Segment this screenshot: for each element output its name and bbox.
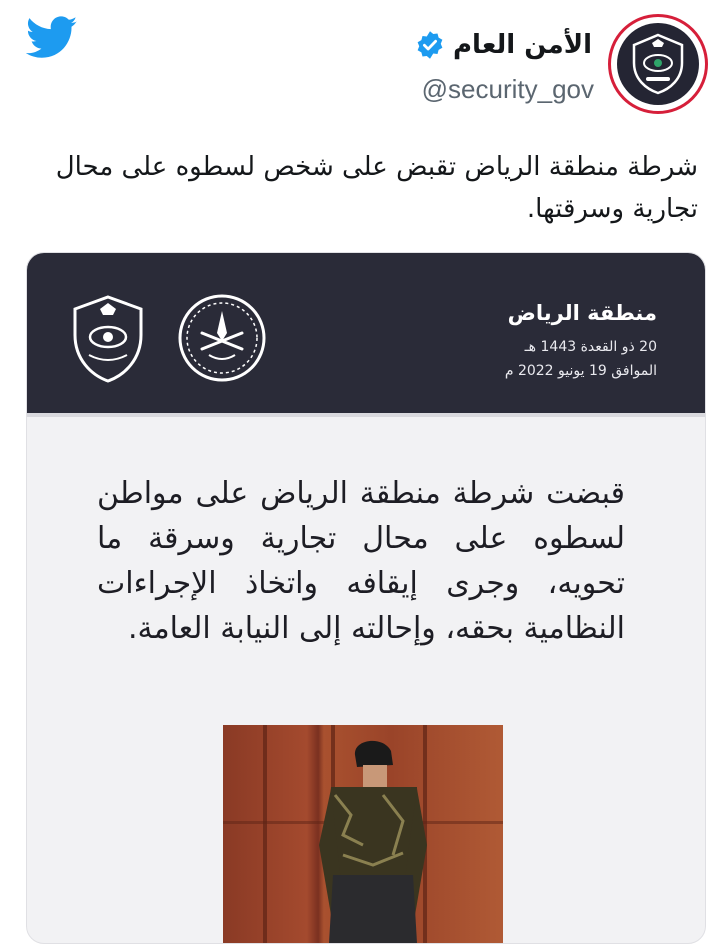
media-card[interactable] xyxy=(26,252,706,944)
person-figure xyxy=(223,725,503,943)
avatar[interactable] xyxy=(608,14,708,114)
card-hijri-date: 20 ذو القعدة 1443 هـ xyxy=(524,339,657,355)
card-divider xyxy=(27,413,705,417)
security-emblem-icon xyxy=(617,23,699,105)
card-gregorian-date: الموافق 19 يونيو 2022 م xyxy=(504,363,657,379)
display-name-row[interactable] xyxy=(415,30,592,60)
suspect-photo[interactable] xyxy=(223,725,503,943)
card-header xyxy=(27,253,705,413)
card-body-text: قبضت شرطة منطقة الرياض على مواطن لسطوه على محال تجارية وسرقة ما تحويه، وجرى إيقافه واتخاذ الإجراءات النظامية بحقه، وإحالته إلى النيابة العامة. xyxy=(97,476,625,646)
saudi-emblem-icon xyxy=(177,293,267,383)
twitter-bird-icon[interactable] xyxy=(26,16,78,60)
account-handle[interactable]: @security_gov xyxy=(421,74,594,104)
public-security-emblem-icon xyxy=(69,293,147,385)
display-name: الأمن العام xyxy=(453,30,592,60)
verified-badge-icon xyxy=(415,30,445,60)
tweet-text: شرطة منطقة الرياض تقبض على شخص لسطوه على محال تجارية وسرقتها. xyxy=(55,152,698,224)
card-region: منطقة الرياض xyxy=(507,301,657,325)
